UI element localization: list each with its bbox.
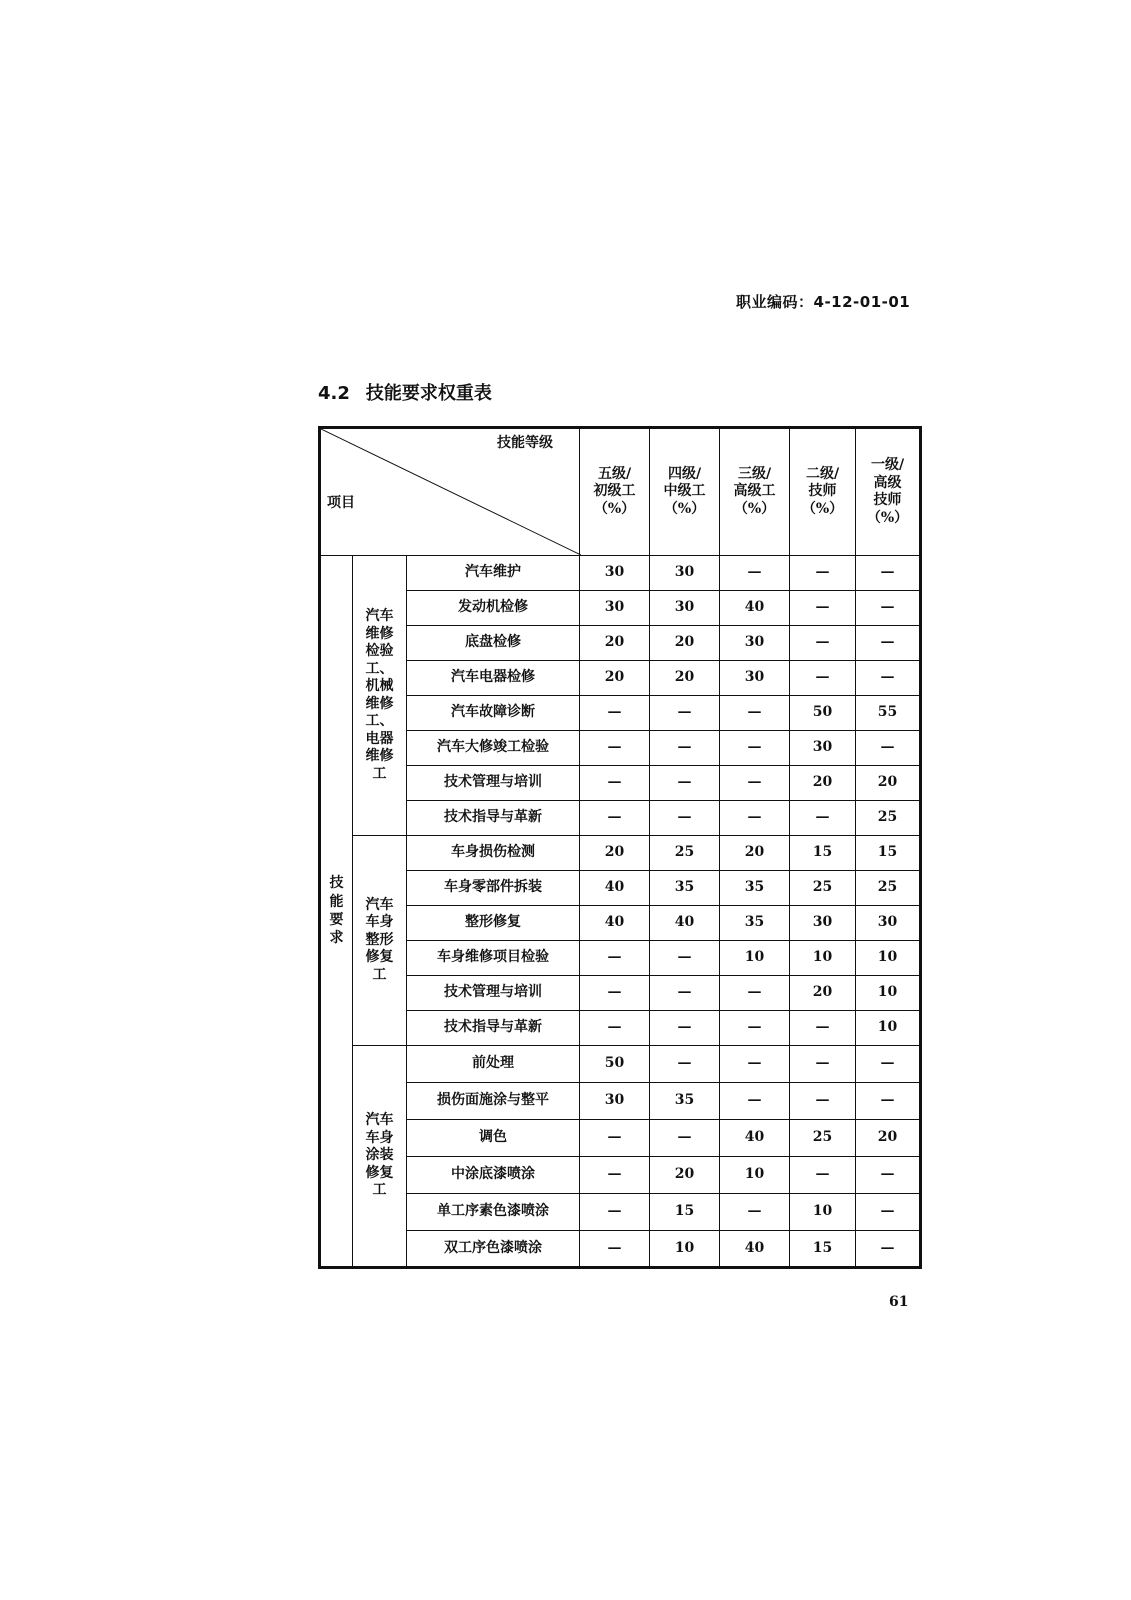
weight-value: —	[650, 766, 720, 801]
weight-value: 30	[650, 591, 720, 626]
weight-value: —	[650, 976, 720, 1011]
skill-item: 双工序色漆喷涂	[407, 1231, 580, 1268]
weight-value: 15	[650, 1194, 720, 1231]
weight-value: —	[580, 941, 650, 976]
skill-item: 汽车维护	[407, 556, 580, 591]
weight-value: 10	[720, 1157, 790, 1194]
level-header-2	[650, 428, 720, 556]
skill-item: 汽车故障诊断	[407, 696, 580, 731]
section-number: 4.2	[318, 383, 350, 404]
weight-value: —	[580, 801, 650, 836]
table-row	[320, 1157, 921, 1194]
table-row	[320, 1120, 921, 1157]
weight-value: —	[856, 591, 921, 626]
diagonal-header-cell	[320, 428, 580, 556]
level-header-line: （%）	[663, 500, 706, 517]
group-name-line: 汽车	[365, 608, 394, 624]
weight-value: 20	[580, 626, 650, 661]
weight-value: 20	[790, 976, 856, 1011]
weight-value: —	[856, 1157, 921, 1194]
weight-value: 10	[856, 976, 921, 1011]
table-row	[320, 976, 921, 1011]
page-number: 61	[889, 1294, 909, 1310]
table-row	[320, 661, 921, 696]
weight-value: 25	[790, 1120, 856, 1157]
level-header-line: 五级/	[597, 465, 632, 482]
group-name-line: 维修	[365, 695, 394, 712]
weight-value: —	[580, 731, 650, 766]
level-header-line: 四级/	[667, 465, 702, 482]
group-name-line: 车身	[365, 914, 394, 931]
group-name-line: 电器	[365, 730, 394, 747]
skill-item: 汽车电器检修	[407, 661, 580, 696]
skill-item: 调色	[407, 1120, 580, 1157]
group-name-line: 工	[372, 1182, 387, 1199]
weight-value: —	[856, 731, 921, 766]
group-name-line: 修复	[365, 949, 394, 966]
level-header-line: 初级工	[593, 483, 636, 500]
table-row	[320, 941, 921, 976]
skill-weight-table	[318, 426, 922, 1269]
level-header-line: 三级/	[737, 465, 772, 482]
weight-value: 15	[856, 836, 921, 871]
weight-value: —	[790, 1083, 856, 1120]
weight-value: —	[720, 766, 790, 801]
weight-value: 15	[790, 836, 856, 871]
level-header-line: （%）	[733, 500, 776, 517]
skill-item: 车身零部件拆装	[407, 871, 580, 906]
occupation-code: 职业编码：4-12-01-01	[736, 293, 911, 311]
section-heading	[318, 379, 492, 405]
level-header-3	[720, 428, 790, 556]
weight-value: —	[856, 1194, 921, 1231]
weight-value: 10	[720, 941, 790, 976]
occupation-group-cell	[353, 556, 407, 836]
weight-value: 30	[580, 1083, 650, 1120]
weight-value: 10	[650, 1231, 720, 1268]
weight-value: 20	[650, 1157, 720, 1194]
weight-value: —	[790, 661, 856, 696]
table-row	[320, 1194, 921, 1231]
weight-value: —	[856, 626, 921, 661]
weight-value: 35	[720, 871, 790, 906]
table-row	[320, 871, 921, 906]
weight-value: —	[720, 556, 790, 591]
weight-value: 30	[790, 731, 856, 766]
group-name-line: 车身	[365, 1129, 394, 1146]
level-header-line: （%）	[593, 500, 636, 517]
level-header-line: 中级工	[663, 483, 706, 500]
skill-item: 中涂底漆喷涂	[407, 1157, 580, 1194]
group-name-line: 汽车	[365, 896, 394, 913]
category-char: 能	[329, 893, 344, 910]
weight-value: —	[790, 591, 856, 626]
table-row	[320, 696, 921, 731]
group-name-line: 工	[372, 966, 387, 983]
group-name-line: 汽车	[365, 1112, 394, 1129]
table-row	[320, 906, 921, 941]
weight-value: 40	[580, 871, 650, 906]
weight-value: 30	[790, 906, 856, 941]
weight-value: —	[580, 1231, 650, 1268]
weight-value: 40	[720, 1231, 790, 1268]
weight-value: —	[790, 556, 856, 591]
weight-value: —	[720, 1046, 790, 1083]
weight-value: —	[856, 661, 921, 696]
group-name-line: 维修	[365, 625, 394, 642]
table-row	[320, 626, 921, 661]
skill-item: 车身损伤检测	[407, 836, 580, 871]
weight-value: 20	[856, 766, 921, 801]
skill-item: 车身维修项目检验	[407, 941, 580, 976]
weight-value: —	[580, 976, 650, 1011]
skill-item: 前处理	[407, 1046, 580, 1083]
skill-item: 技术管理与培训	[407, 976, 580, 1011]
weight-value: —	[790, 1157, 856, 1194]
skill-item: 整形修复	[407, 906, 580, 941]
group-name-line: 修复	[365, 1164, 394, 1181]
weight-value: —	[720, 1011, 790, 1046]
weight-value: —	[856, 1046, 921, 1083]
weight-value: —	[580, 1157, 650, 1194]
weight-value: 10	[856, 1011, 921, 1046]
weight-value: 20	[650, 661, 720, 696]
weight-value: —	[790, 626, 856, 661]
category-cell	[320, 556, 353, 1268]
weight-value: —	[650, 801, 720, 836]
weight-value: 30	[580, 556, 650, 591]
weight-value: —	[650, 1011, 720, 1046]
weight-value: —	[856, 1083, 921, 1120]
weight-value: 20	[650, 626, 720, 661]
group-name-line: 整形	[365, 931, 394, 948]
weight-value: 25	[856, 801, 921, 836]
weight-value: —	[650, 941, 720, 976]
skill-item: 单工序素色漆喷涂	[407, 1194, 580, 1231]
weight-value: —	[790, 1011, 856, 1046]
weight-value: 20	[856, 1120, 921, 1157]
group-name-line: 检验	[365, 643, 394, 659]
weight-value: 10	[790, 941, 856, 976]
skill-item: 技术指导与革新	[407, 801, 580, 836]
table-row	[320, 1083, 921, 1120]
weight-value: 20	[790, 766, 856, 801]
weight-value: 25	[650, 836, 720, 871]
weight-value: 40	[650, 906, 720, 941]
weight-value: —	[720, 801, 790, 836]
category-char: 求	[329, 930, 344, 947]
weight-value: 15	[790, 1231, 856, 1268]
weight-value: —	[580, 696, 650, 731]
occupation-group-cell	[353, 836, 407, 1046]
weight-value: —	[580, 1011, 650, 1046]
group-name-line: 涂装	[365, 1147, 394, 1164]
weight-value: 50	[580, 1046, 650, 1083]
weight-value: 50	[790, 696, 856, 731]
table-row	[320, 836, 921, 871]
weight-value: 35	[650, 871, 720, 906]
weight-value: 30	[856, 906, 921, 941]
occupation-group-cell	[353, 1046, 407, 1268]
level-header-line: 一级/	[870, 457, 905, 473]
weight-value: —	[790, 1046, 856, 1083]
weight-value: —	[720, 731, 790, 766]
weight-value: 25	[790, 871, 856, 906]
weight-value: 20	[720, 836, 790, 871]
weight-value: —	[580, 1194, 650, 1231]
weight-value: —	[650, 1046, 720, 1083]
weight-value: 30	[720, 661, 790, 696]
group-name-line: 机械	[365, 678, 394, 694]
weight-value: —	[720, 1083, 790, 1120]
section-title: 技能要求权重表	[365, 383, 492, 404]
category-char: 技	[329, 875, 344, 892]
weight-value: 20	[580, 836, 650, 871]
level-header-line: 技师	[873, 492, 902, 508]
table-row	[320, 1231, 921, 1268]
group-name-line: 工	[372, 765, 387, 782]
weight-value: 35	[650, 1083, 720, 1120]
skill-item: 损伤面施涂与整平	[407, 1083, 580, 1120]
table-row	[320, 1011, 921, 1046]
table-row	[320, 766, 921, 801]
skill-item: 技术指导与革新	[407, 1011, 580, 1046]
level-header-line: （%）	[801, 500, 844, 517]
level-header-4	[790, 428, 856, 556]
weight-value: —	[650, 731, 720, 766]
table-row	[320, 801, 921, 836]
weight-value: —	[720, 976, 790, 1011]
level-header-line: 高级工	[733, 483, 776, 500]
weight-value: 55	[856, 696, 921, 731]
level-header-line: （%）	[866, 509, 909, 526]
weight-value: —	[580, 1120, 650, 1157]
weight-value: 10	[856, 941, 921, 976]
weight-value: —	[856, 1231, 921, 1268]
weight-value: —	[856, 556, 921, 591]
weight-value: —	[580, 766, 650, 801]
table-row	[320, 731, 921, 766]
weight-value: 30	[580, 591, 650, 626]
level-header-line: 技师	[808, 483, 837, 500]
weight-value: 10	[790, 1194, 856, 1231]
skill-item: 技术管理与培训	[407, 766, 580, 801]
level-header-5	[856, 428, 921, 556]
weight-value: —	[720, 696, 790, 731]
weight-value: 20	[580, 661, 650, 696]
weight-value: 40	[720, 591, 790, 626]
level-header-line: 高级	[873, 474, 902, 491]
group-name-line: 工、	[365, 660, 394, 677]
header-skill-level: 技能等级	[497, 435, 554, 451]
weight-value: 30	[720, 626, 790, 661]
weight-value: 40	[720, 1120, 790, 1157]
table-row	[320, 1046, 921, 1083]
level-header-line: 二级/	[805, 465, 840, 482]
skill-item: 发动机检修	[407, 591, 580, 626]
category-char: 要	[329, 911, 344, 928]
skill-item: 底盘检修	[407, 626, 580, 661]
weight-value: 30	[650, 556, 720, 591]
weight-value: —	[650, 1120, 720, 1157]
table-row	[320, 556, 921, 591]
table-row	[320, 591, 921, 626]
group-name-line: 维修	[365, 748, 394, 764]
weight-value: 25	[856, 871, 921, 906]
weight-value: —	[720, 1194, 790, 1231]
header-item: 项目	[327, 495, 355, 511]
weight-value: 35	[720, 906, 790, 941]
weight-value: 40	[580, 906, 650, 941]
weight-value: —	[790, 801, 856, 836]
skill-item: 汽车大修竣工检验	[407, 731, 580, 766]
group-name-line: 工、	[365, 713, 394, 729]
weight-value: —	[650, 696, 720, 731]
level-header-1	[580, 428, 650, 556]
